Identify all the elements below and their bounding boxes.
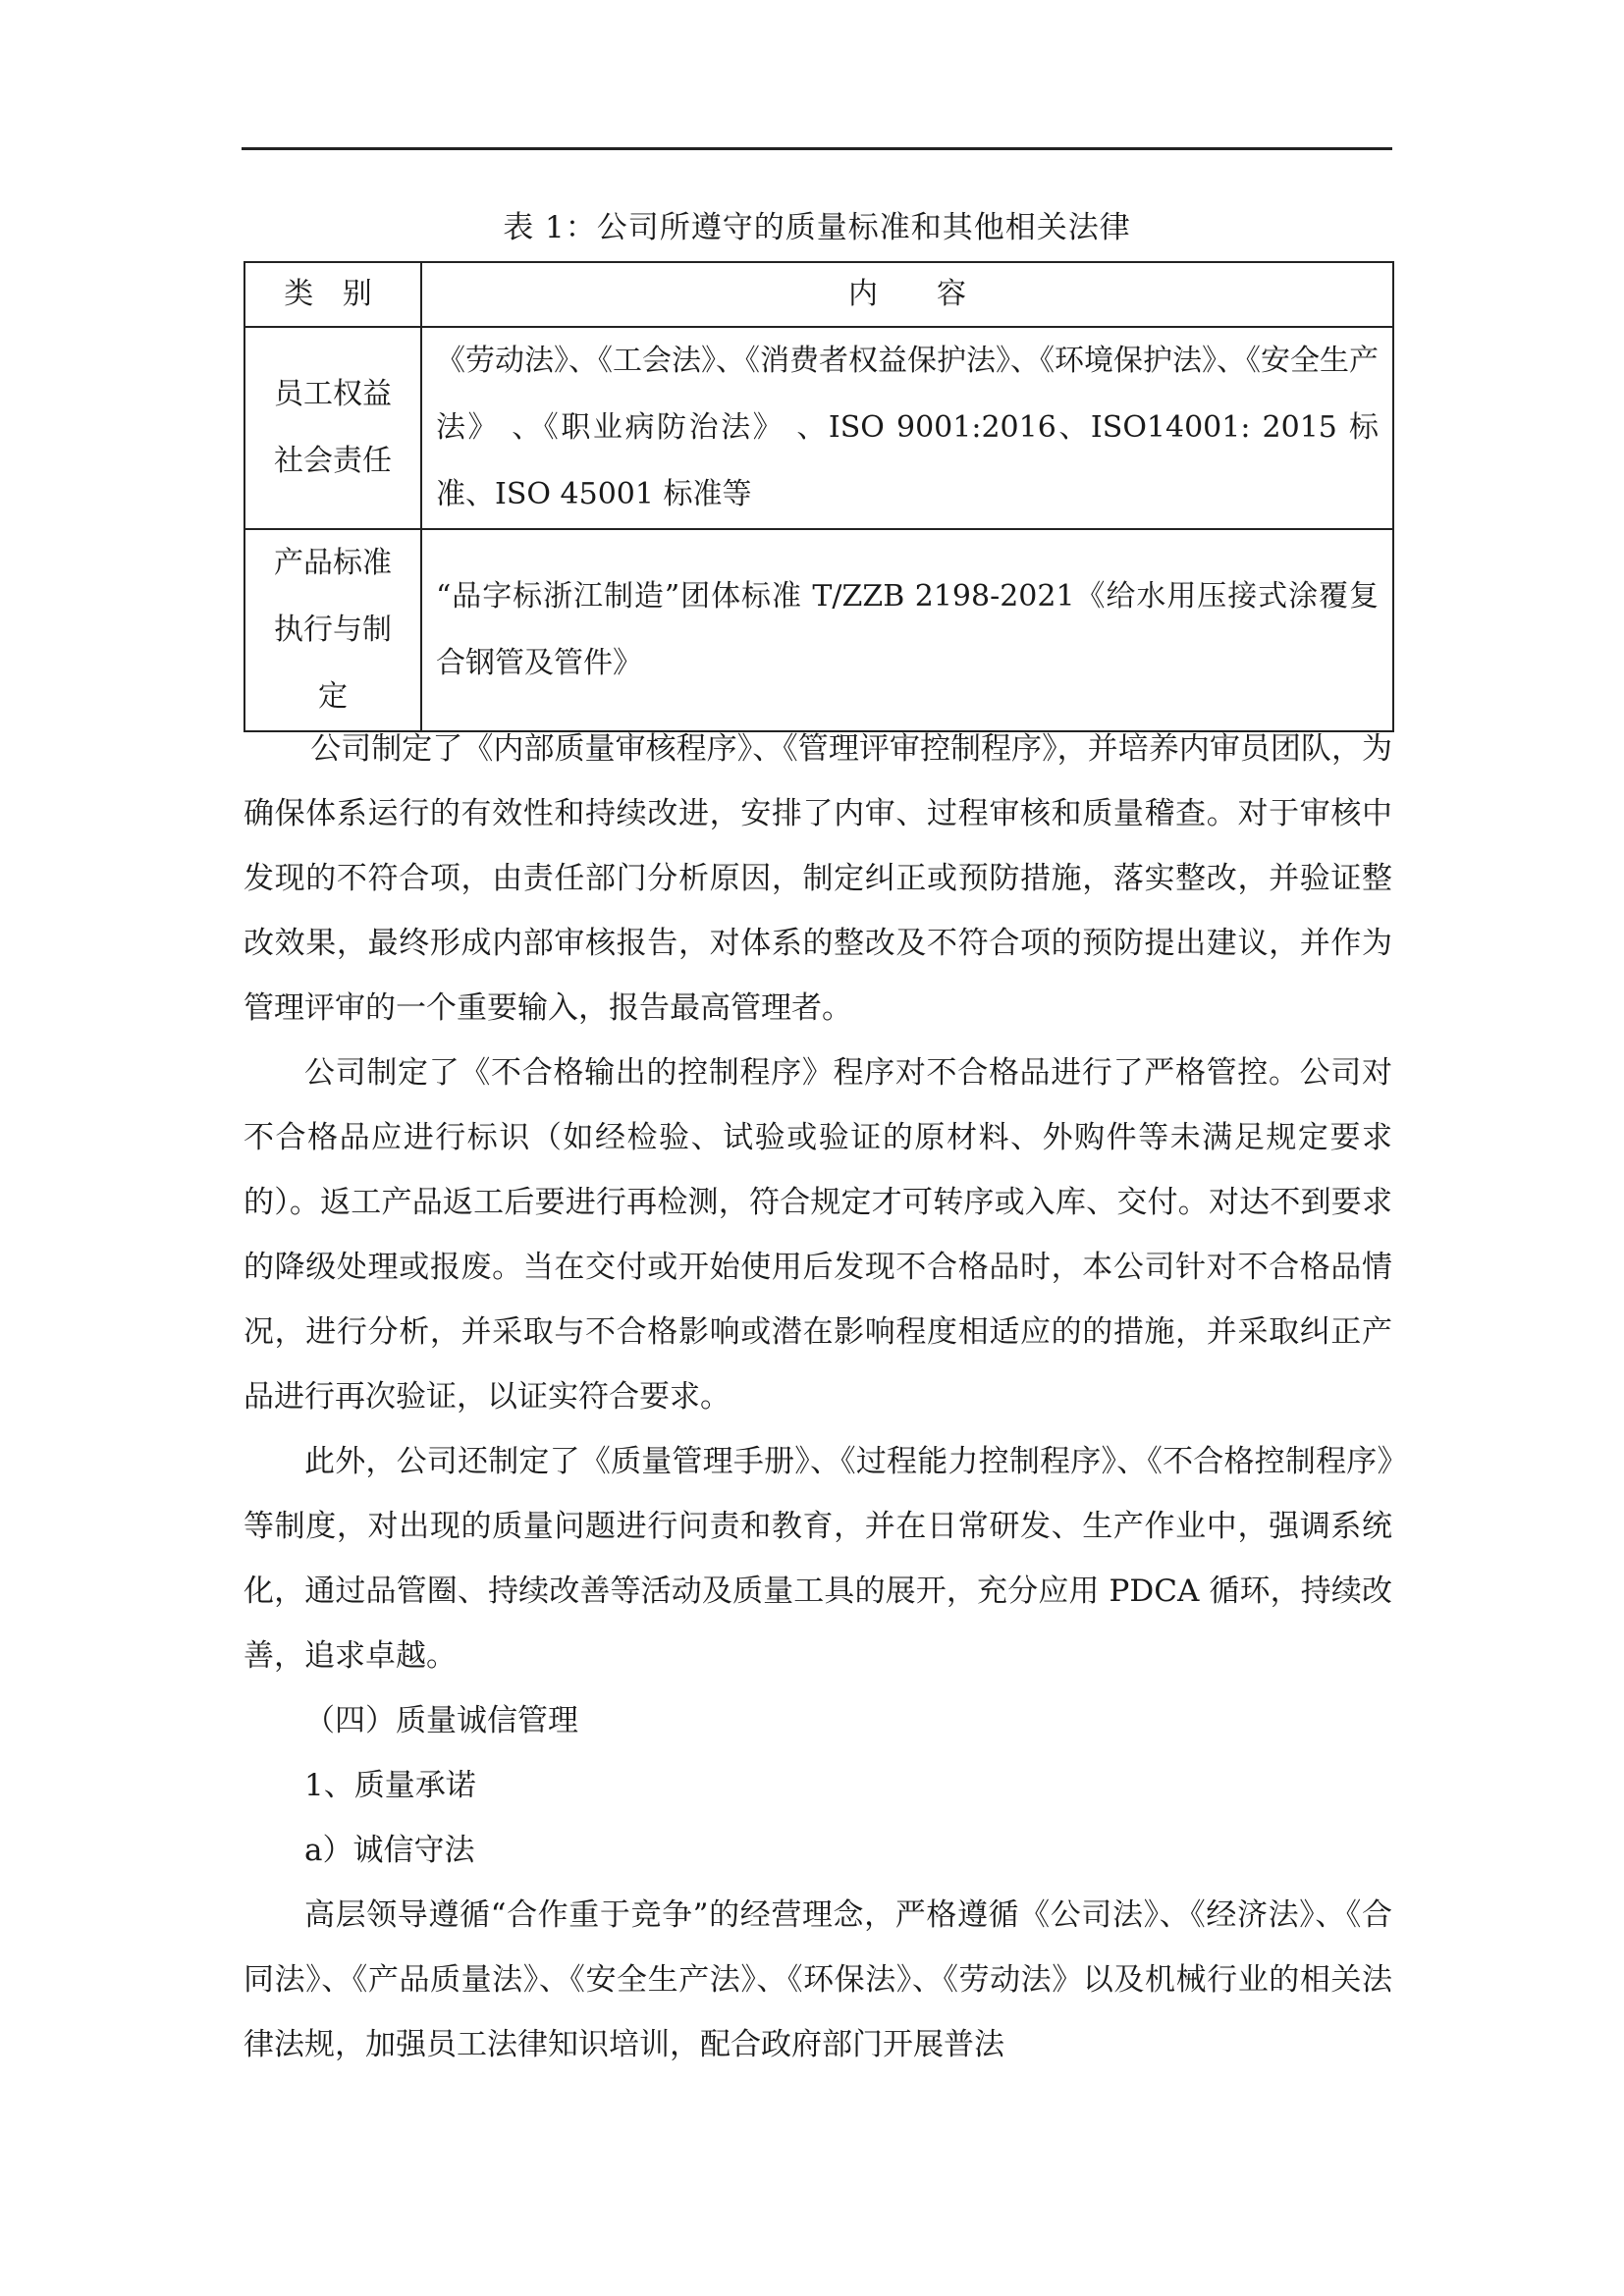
- row-category-line: 社会责任: [274, 444, 392, 478]
- table-row: [244, 327, 1393, 529]
- standards-table: [244, 261, 1394, 732]
- paragraph: 此外，公司还制定了《质量管理手册》、《过程能力控制程序》、《不合格控制程序》等制度，对出现的质量问题进行问责和教育，并在日常研发、生产作业中，强调系统化，通过品管圈、持续改善等活动及质量工具的展开，充分应用 PDCA 循环，持续改善，追求卓越。: [244, 1444, 1392, 1674]
- row-content: 《劳动法》、《工会法》、《消费者权益保护法》、《环境保护法》、《安全生产法》 、《职业病防治法》 、ISO 9001:2016、ISO14001: 2015 标准、ISO 45001 标准等: [421, 327, 1393, 529]
- row-category-line: 员工权益: [274, 377, 392, 411]
- body-text: [244, 717, 1392, 2077]
- table-row: [244, 529, 1393, 731]
- paragraph: 公司制定了《内部质量审核程序》、《管理评审控制程序》，并培养内审员团队，为确保体系运行的有效性和持续改进，安排了内审、过程审核和质量稽查。对于审核中发现的不符合项，由责任部门分析原因，制定纠正或预防措施，落实整改，并验证整改效果，最终形成内部审核报告，对体系的整改及不符合项的预防提出建议，并作为管理评审的一个重要输入，报告最高管理者。: [244, 731, 1392, 1026]
- paragraph: 公司制定了《不合格输出的控制程序》程序对不合格品进行了严格管控。公司对不合格品应进行标识（如经检验、试验或验证的原材料、外购件等未满足规定要求的）。返工产品返工后要进行再检测，符合规定才可转序或入库、交付。对达不到要求的降级处理或报废。当在交付或开始使用后发现不合格品时，本公司针对不合格品情况，进行分析，并采取与不合格影响或潜在影响程度相适应的的措施，并采取纠正产品进行再次验证，以证实符合要求。: [244, 1055, 1392, 1415]
- subsection-heading: 1、质量承诺: [304, 1768, 476, 1803]
- row-category-line: 执行与制: [274, 613, 392, 647]
- row-category: [244, 327, 421, 529]
- header-category: 类 别: [244, 262, 421, 327]
- paragraph: 高层领导遵循“合作重于竞争”的经营理念，严格遵循《公司法》、《经济法》、《合同法》、《产品质量法》、《安全生产法》、《环保法》、《劳动法》以及机械行业的相关法律法规，加强员工法律知识培训，配合政府部门开展普法: [244, 1897, 1392, 2062]
- row-category: [244, 529, 421, 731]
- header-content: [421, 262, 1393, 327]
- section-heading: （四）质量诚信管理: [304, 1703, 578, 1738]
- row-content: “品字标浙江制造”团体标准 T/ZZB 2198-2021《给水用压接式涂覆复合钢管及管件》: [421, 529, 1393, 731]
- item-heading: a）诚信守法: [304, 1833, 475, 1868]
- row-category-line: 产品标准: [274, 546, 392, 580]
- header-content-a: 内: [848, 277, 878, 311]
- table-caption: 表 1：公司所遵守的质量标准和其他相关法律: [503, 210, 1131, 245]
- table-header-row: [244, 262, 1393, 327]
- header-content-b: 容: [937, 277, 966, 311]
- header-rule: [242, 147, 1392, 150]
- row-category-line: 定: [318, 679, 348, 714]
